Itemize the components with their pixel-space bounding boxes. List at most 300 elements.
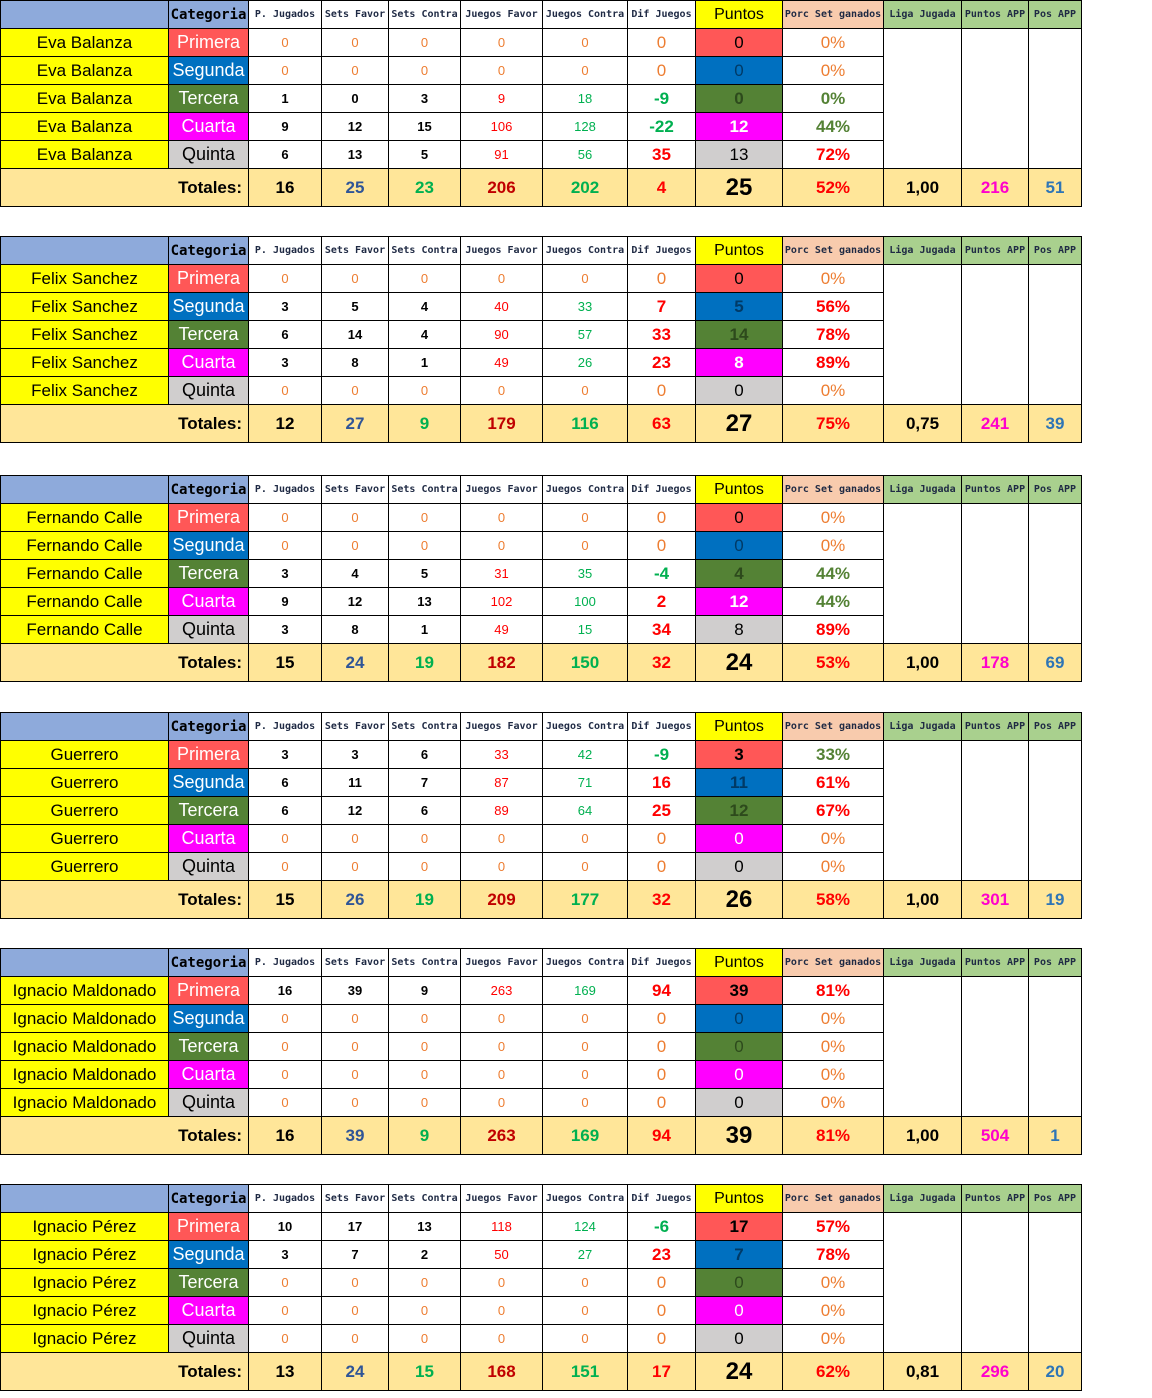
liga-empty-cell	[884, 1213, 962, 1353]
porc-set-cell: 0%	[783, 265, 884, 293]
juegos-contra-cell: 27	[543, 1241, 628, 1269]
table-row	[1, 265, 1082, 293]
porc-set-cell: 0%	[783, 504, 884, 532]
player-block	[0, 948, 1078, 1155]
juegos-contra-cell: 124	[543, 1213, 628, 1241]
total-sets-contra: 19	[389, 881, 461, 919]
header-porc-set: Porc Set ganados	[783, 949, 884, 977]
dif-juegos-cell: 0	[628, 504, 696, 532]
total-puntos-app: 178	[962, 644, 1029, 682]
player-name: Felix Sanchez	[1, 377, 169, 405]
juegos-contra-cell: 0	[543, 377, 628, 405]
total-pos-app: 69	[1029, 644, 1082, 682]
puntos-app-empty-cell	[962, 504, 1029, 644]
juegos-favor-cell: 87	[461, 769, 543, 797]
juegos-contra-cell: 0	[543, 853, 628, 881]
player-name: Felix Sanchez	[1, 321, 169, 349]
sets-contra-cell: 0	[389, 1089, 461, 1117]
header-puntos-app: Puntos APP	[962, 713, 1029, 741]
sets-contra-cell: 1	[389, 616, 461, 644]
porc-set-cell: 0%	[783, 853, 884, 881]
total-juegos-contra: 150	[543, 644, 628, 682]
table-row	[1, 504, 1082, 532]
header-juegos-favor: Juegos Favor	[461, 1185, 543, 1213]
puntos-cell: 4	[696, 560, 783, 588]
table-row	[1, 1213, 1082, 1241]
juegos-contra-cell: 0	[543, 532, 628, 560]
p-jugados-cell: 6	[249, 141, 322, 169]
category-cell: Cuarta	[169, 349, 249, 377]
p-jugados-cell: 3	[249, 741, 322, 769]
total-pos-app: 1	[1029, 1117, 1082, 1155]
total-liga-jugada: 0,75	[884, 405, 962, 443]
header-puntos: Puntos	[696, 1, 783, 29]
totals-row	[1, 405, 1082, 443]
header-puntos-app: Puntos APP	[962, 476, 1029, 504]
p-jugados-cell: 0	[249, 57, 322, 85]
liga-empty-cell	[884, 977, 962, 1117]
puntos-cell: 39	[696, 977, 783, 1005]
player-name: Guerrero	[1, 853, 169, 881]
juegos-contra-cell: 64	[543, 797, 628, 825]
juegos-favor-cell: 40	[461, 293, 543, 321]
totals-row	[1, 169, 1082, 207]
total-puntos: 24	[696, 644, 783, 682]
puntos-cell: 11	[696, 769, 783, 797]
liga-empty-cell	[884, 741, 962, 881]
player-block	[0, 0, 1078, 207]
total-juegos-contra: 202	[543, 169, 628, 207]
p-jugados-cell: 6	[249, 769, 322, 797]
total-juegos-contra: 177	[543, 881, 628, 919]
total-puntos: 27	[696, 405, 783, 443]
puntos-cell: 7	[696, 1241, 783, 1269]
category-cell: Tercera	[169, 321, 249, 349]
total-juegos-favor: 263	[461, 1117, 543, 1155]
header-liga-jugada: Liga Jugada	[884, 476, 962, 504]
header-sets-favor: Sets Favor	[322, 1185, 389, 1213]
player-name: Ignacio Maldonado	[1, 1089, 169, 1117]
juegos-favor-cell: 102	[461, 588, 543, 616]
sets-contra-cell: 0	[389, 1005, 461, 1033]
puntos-app-empty-cell	[962, 265, 1029, 405]
header-p-jugados: P. Jugados	[249, 1185, 322, 1213]
puntos-cell: 0	[696, 1089, 783, 1117]
player-name: Ignacio Maldonado	[1, 1005, 169, 1033]
total-sets-contra: 19	[389, 644, 461, 682]
juegos-favor-cell: 0	[461, 825, 543, 853]
category-cell: Quinta	[169, 141, 249, 169]
juegos-favor-cell: 49	[461, 349, 543, 377]
pos-app-empty-cell	[1029, 504, 1082, 644]
player-name: Ignacio Pérez	[1, 1269, 169, 1297]
p-jugados-cell: 0	[249, 1089, 322, 1117]
header-puntos: Puntos	[696, 1185, 783, 1213]
player-table	[0, 236, 1082, 443]
porc-set-cell: 81%	[783, 977, 884, 1005]
sets-contra-cell: 0	[389, 265, 461, 293]
total-juegos-favor: 168	[461, 1353, 543, 1391]
sets-favor-cell: 0	[322, 377, 389, 405]
header-liga-jugada: Liga Jugada	[884, 713, 962, 741]
puntos-cell: 3	[696, 741, 783, 769]
p-jugados-cell: 0	[249, 1297, 322, 1325]
porc-set-cell: 56%	[783, 293, 884, 321]
dif-juegos-cell: 25	[628, 797, 696, 825]
p-jugados-cell: 6	[249, 321, 322, 349]
juegos-contra-cell: 0	[543, 57, 628, 85]
porc-set-cell: 78%	[783, 1241, 884, 1269]
pos-app-empty-cell	[1029, 29, 1082, 169]
header-sets-contra: Sets Contra	[389, 713, 461, 741]
header-puntos-app: Puntos APP	[962, 1185, 1029, 1213]
porc-set-cell: 67%	[783, 797, 884, 825]
sets-favor-cell: 0	[322, 853, 389, 881]
p-jugados-cell: 0	[249, 1005, 322, 1033]
header-juegos-favor: Juegos Favor	[461, 237, 543, 265]
juegos-favor-cell: 0	[461, 1325, 543, 1353]
player-name: Fernando Calle	[1, 504, 169, 532]
player-table	[0, 475, 1082, 682]
juegos-favor-cell: 0	[461, 532, 543, 560]
player-name: Ignacio Maldonado	[1, 977, 169, 1005]
p-jugados-cell: 6	[249, 797, 322, 825]
porc-set-cell: 89%	[783, 616, 884, 644]
header-categoria: Categoria	[169, 1185, 249, 1213]
porc-set-cell: 44%	[783, 588, 884, 616]
header-categoria: Categoria	[169, 476, 249, 504]
dif-juegos-cell: -6	[628, 1213, 696, 1241]
header-dif-juegos: Dif Juegos	[628, 476, 696, 504]
player-name: Fernando Calle	[1, 616, 169, 644]
category-cell: Segunda	[169, 1241, 249, 1269]
puntos-cell: 8	[696, 349, 783, 377]
juegos-contra-cell: 18	[543, 85, 628, 113]
sets-favor-cell: 0	[322, 1033, 389, 1061]
category-cell: Primera	[169, 1213, 249, 1241]
sets-contra-cell: 13	[389, 1213, 461, 1241]
dif-juegos-cell: 33	[628, 321, 696, 349]
category-cell: Quinta	[169, 1325, 249, 1353]
dif-juegos-cell: 0	[628, 1269, 696, 1297]
juegos-favor-cell: 118	[461, 1213, 543, 1241]
puntos-cell: 0	[696, 1061, 783, 1089]
juegos-contra-cell: 42	[543, 741, 628, 769]
porc-set-cell: 0%	[783, 532, 884, 560]
player-name: Felix Sanchez	[1, 349, 169, 377]
player-name: Guerrero	[1, 825, 169, 853]
sets-favor-cell: 12	[322, 797, 389, 825]
header-juegos-contra: Juegos Contra	[543, 713, 628, 741]
header-p-jugados: P. Jugados	[249, 237, 322, 265]
liga-empty-cell	[884, 265, 962, 405]
sets-contra-cell: 0	[389, 853, 461, 881]
sets-favor-cell: 14	[322, 321, 389, 349]
total-sets-contra: 15	[389, 1353, 461, 1391]
header-juegos-favor: Juegos Favor	[461, 713, 543, 741]
dif-juegos-cell: -4	[628, 560, 696, 588]
total-sets-favor: 24	[322, 644, 389, 682]
total-pos-app: 51	[1029, 169, 1082, 207]
p-jugados-cell: 0	[249, 1325, 322, 1353]
totals-row	[1, 1117, 1082, 1155]
header-sets-favor: Sets Favor	[322, 1, 389, 29]
total-puntos: 25	[696, 169, 783, 207]
header-blank	[1, 476, 169, 504]
puntos-cell: 14	[696, 321, 783, 349]
header-puntos: Puntos	[696, 237, 783, 265]
header-sets-favor: Sets Favor	[322, 237, 389, 265]
header-sets-contra: Sets Contra	[389, 1185, 461, 1213]
juegos-favor-cell: 0	[461, 853, 543, 881]
sets-contra-cell: 0	[389, 504, 461, 532]
total-juegos-contra: 169	[543, 1117, 628, 1155]
header-juegos-favor: Juegos Favor	[461, 949, 543, 977]
totals-label: Totales:	[1, 169, 249, 207]
juegos-favor-cell: 0	[461, 57, 543, 85]
total-porc-set: 53%	[783, 644, 884, 682]
header-puntos-app: Puntos APP	[962, 949, 1029, 977]
total-liga-jugada: 1,00	[884, 169, 962, 207]
puntos-app-empty-cell	[962, 977, 1029, 1117]
sets-favor-cell: 0	[322, 1005, 389, 1033]
p-jugados-cell: 3	[249, 349, 322, 377]
total-p-jugados: 12	[249, 405, 322, 443]
porc-set-cell: 78%	[783, 321, 884, 349]
puntos-cell: 0	[696, 29, 783, 57]
puntos-cell: 0	[696, 377, 783, 405]
total-liga-jugada: 1,00	[884, 1117, 962, 1155]
header-juegos-favor: Juegos Favor	[461, 1, 543, 29]
header-puntos: Puntos	[696, 949, 783, 977]
juegos-favor-cell: 31	[461, 560, 543, 588]
sets-contra-cell: 5	[389, 560, 461, 588]
player-name: Ignacio Maldonado	[1, 1033, 169, 1061]
juegos-favor-cell: 0	[461, 1297, 543, 1325]
juegos-contra-cell: 0	[543, 1061, 628, 1089]
total-sets-favor: 26	[322, 881, 389, 919]
p-jugados-cell: 9	[249, 113, 322, 141]
dif-juegos-cell: 0	[628, 1089, 696, 1117]
porc-set-cell: 0%	[783, 85, 884, 113]
header-sets-contra: Sets Contra	[389, 476, 461, 504]
header-pos-app: Pos APP	[1029, 1185, 1082, 1213]
category-cell: Cuarta	[169, 1061, 249, 1089]
juegos-contra-cell: 0	[543, 1033, 628, 1061]
total-dif-juegos: 17	[628, 1353, 696, 1391]
category-cell: Quinta	[169, 1089, 249, 1117]
total-juegos-favor: 206	[461, 169, 543, 207]
puntos-cell: 17	[696, 1213, 783, 1241]
juegos-contra-cell: 33	[543, 293, 628, 321]
porc-set-cell: 33%	[783, 741, 884, 769]
juegos-favor-cell: 9	[461, 85, 543, 113]
category-cell: Segunda	[169, 532, 249, 560]
total-pos-app: 39	[1029, 405, 1082, 443]
header-juegos-contra: Juegos Contra	[543, 476, 628, 504]
p-jugados-cell: 1	[249, 85, 322, 113]
porc-set-cell: 0%	[783, 825, 884, 853]
pos-app-empty-cell	[1029, 1213, 1082, 1353]
juegos-favor-cell: 106	[461, 113, 543, 141]
juegos-contra-cell: 0	[543, 1089, 628, 1117]
juegos-contra-cell: 0	[543, 1325, 628, 1353]
sets-favor-cell: 17	[322, 1213, 389, 1241]
sets-contra-cell: 6	[389, 797, 461, 825]
player-name: Felix Sanchez	[1, 265, 169, 293]
sets-favor-cell: 0	[322, 1297, 389, 1325]
category-cell: Tercera	[169, 85, 249, 113]
header-p-jugados: P. Jugados	[249, 1, 322, 29]
sets-favor-cell: 5	[322, 293, 389, 321]
totals-label: Totales:	[1, 1353, 249, 1391]
p-jugados-cell: 0	[249, 265, 322, 293]
p-jugados-cell: 0	[249, 853, 322, 881]
category-cell: Segunda	[169, 57, 249, 85]
pos-app-empty-cell	[1029, 741, 1082, 881]
total-porc-set: 62%	[783, 1353, 884, 1391]
header-sets-favor: Sets Favor	[322, 476, 389, 504]
header-dif-juegos: Dif Juegos	[628, 949, 696, 977]
sets-contra-cell: 9	[389, 977, 461, 1005]
sets-favor-cell: 0	[322, 1269, 389, 1297]
dif-juegos-cell: 2	[628, 588, 696, 616]
juegos-contra-cell: 57	[543, 321, 628, 349]
total-p-jugados: 16	[249, 169, 322, 207]
juegos-favor-cell: 0	[461, 1269, 543, 1297]
category-cell: Primera	[169, 504, 249, 532]
juegos-favor-cell: 33	[461, 741, 543, 769]
header-juegos-favor: Juegos Favor	[461, 476, 543, 504]
sets-favor-cell: 4	[322, 560, 389, 588]
dif-juegos-cell: 0	[628, 1033, 696, 1061]
sets-contra-cell: 15	[389, 113, 461, 141]
porc-set-cell: 61%	[783, 769, 884, 797]
total-p-jugados: 15	[249, 881, 322, 919]
puntos-app-empty-cell	[962, 741, 1029, 881]
puntos-cell: 0	[696, 1005, 783, 1033]
juegos-contra-cell: 0	[543, 1269, 628, 1297]
dif-juegos-cell: 0	[628, 825, 696, 853]
header-porc-set: Porc Set ganados	[783, 476, 884, 504]
porc-set-cell: 0%	[783, 1089, 884, 1117]
header-liga-jugada: Liga Jugada	[884, 949, 962, 977]
category-cell: Cuarta	[169, 825, 249, 853]
player-name: Eva Balanza	[1, 85, 169, 113]
juegos-contra-cell: 71	[543, 769, 628, 797]
sets-favor-cell: 0	[322, 1325, 389, 1353]
juegos-favor-cell: 0	[461, 1005, 543, 1033]
dif-juegos-cell: 16	[628, 769, 696, 797]
total-puntos: 24	[696, 1353, 783, 1391]
dif-juegos-cell: 7	[628, 293, 696, 321]
sets-favor-cell: 39	[322, 977, 389, 1005]
juegos-contra-cell: 35	[543, 560, 628, 588]
puntos-cell: 0	[696, 1269, 783, 1297]
sets-favor-cell: 0	[322, 504, 389, 532]
header-porc-set: Porc Set ganados	[783, 713, 884, 741]
header-blank	[1, 1, 169, 29]
p-jugados-cell: 10	[249, 1213, 322, 1241]
dif-juegos-cell: 0	[628, 1005, 696, 1033]
juegos-favor-cell: 89	[461, 797, 543, 825]
category-cell: Cuarta	[169, 588, 249, 616]
porc-set-cell: 0%	[783, 29, 884, 57]
puntos-cell: 0	[696, 1325, 783, 1353]
sets-favor-cell: 12	[322, 113, 389, 141]
sets-favor-cell: 12	[322, 588, 389, 616]
player-name: Guerrero	[1, 741, 169, 769]
sets-favor-cell: 0	[322, 532, 389, 560]
totals-row	[1, 881, 1082, 919]
dif-juegos-cell: 34	[628, 616, 696, 644]
sets-contra-cell: 0	[389, 377, 461, 405]
p-jugados-cell: 3	[249, 616, 322, 644]
player-name: Felix Sanchez	[1, 293, 169, 321]
player-name: Ignacio Pérez	[1, 1241, 169, 1269]
juegos-favor-cell: 0	[461, 1061, 543, 1089]
juegos-favor-cell: 0	[461, 377, 543, 405]
header-blank	[1, 949, 169, 977]
porc-set-cell: 0%	[783, 1061, 884, 1089]
total-puntos: 39	[696, 1117, 783, 1155]
sets-contra-cell: 3	[389, 85, 461, 113]
porc-set-cell: 44%	[783, 560, 884, 588]
sets-favor-cell: 0	[322, 825, 389, 853]
p-jugados-cell: 0	[249, 825, 322, 853]
totals-label: Totales:	[1, 405, 249, 443]
header-blank	[1, 1185, 169, 1213]
juegos-favor-cell: 90	[461, 321, 543, 349]
header-dif-juegos: Dif Juegos	[628, 713, 696, 741]
total-puntos-app: 301	[962, 881, 1029, 919]
total-p-jugados: 15	[249, 644, 322, 682]
total-liga-jugada: 0,81	[884, 1353, 962, 1391]
category-cell: Primera	[169, 977, 249, 1005]
header-puntos: Puntos	[696, 476, 783, 504]
p-jugados-cell: 3	[249, 560, 322, 588]
puntos-app-empty-cell	[962, 29, 1029, 169]
dif-juegos-cell: 0	[628, 1297, 696, 1325]
player-name: Ignacio Pérez	[1, 1325, 169, 1353]
player-block	[0, 475, 1078, 682]
puntos-cell: 8	[696, 616, 783, 644]
dif-juegos-cell: 0	[628, 853, 696, 881]
sets-contra-cell: 7	[389, 769, 461, 797]
porc-set-cell: 0%	[783, 57, 884, 85]
total-juegos-favor: 209	[461, 881, 543, 919]
category-cell: Segunda	[169, 1005, 249, 1033]
header-porc-set: Porc Set ganados	[783, 1, 884, 29]
porc-set-cell: 0%	[783, 1325, 884, 1353]
player-block	[0, 712, 1078, 919]
total-pos-app: 20	[1029, 1353, 1082, 1391]
totals-label: Totales:	[1, 644, 249, 682]
sets-contra-cell: 0	[389, 1297, 461, 1325]
porc-set-cell: 57%	[783, 1213, 884, 1241]
puntos-cell: 0	[696, 1033, 783, 1061]
sets-favor-cell: 0	[322, 1089, 389, 1117]
juegos-favor-cell: 91	[461, 141, 543, 169]
sets-contra-cell: 13	[389, 588, 461, 616]
juegos-favor-cell: 0	[461, 265, 543, 293]
puntos-cell: 0	[696, 504, 783, 532]
dif-juegos-cell: 0	[628, 377, 696, 405]
sets-favor-cell: 13	[322, 141, 389, 169]
puntos-cell: 0	[696, 1297, 783, 1325]
total-puntos-app: 241	[962, 405, 1029, 443]
total-dif-juegos: 4	[628, 169, 696, 207]
